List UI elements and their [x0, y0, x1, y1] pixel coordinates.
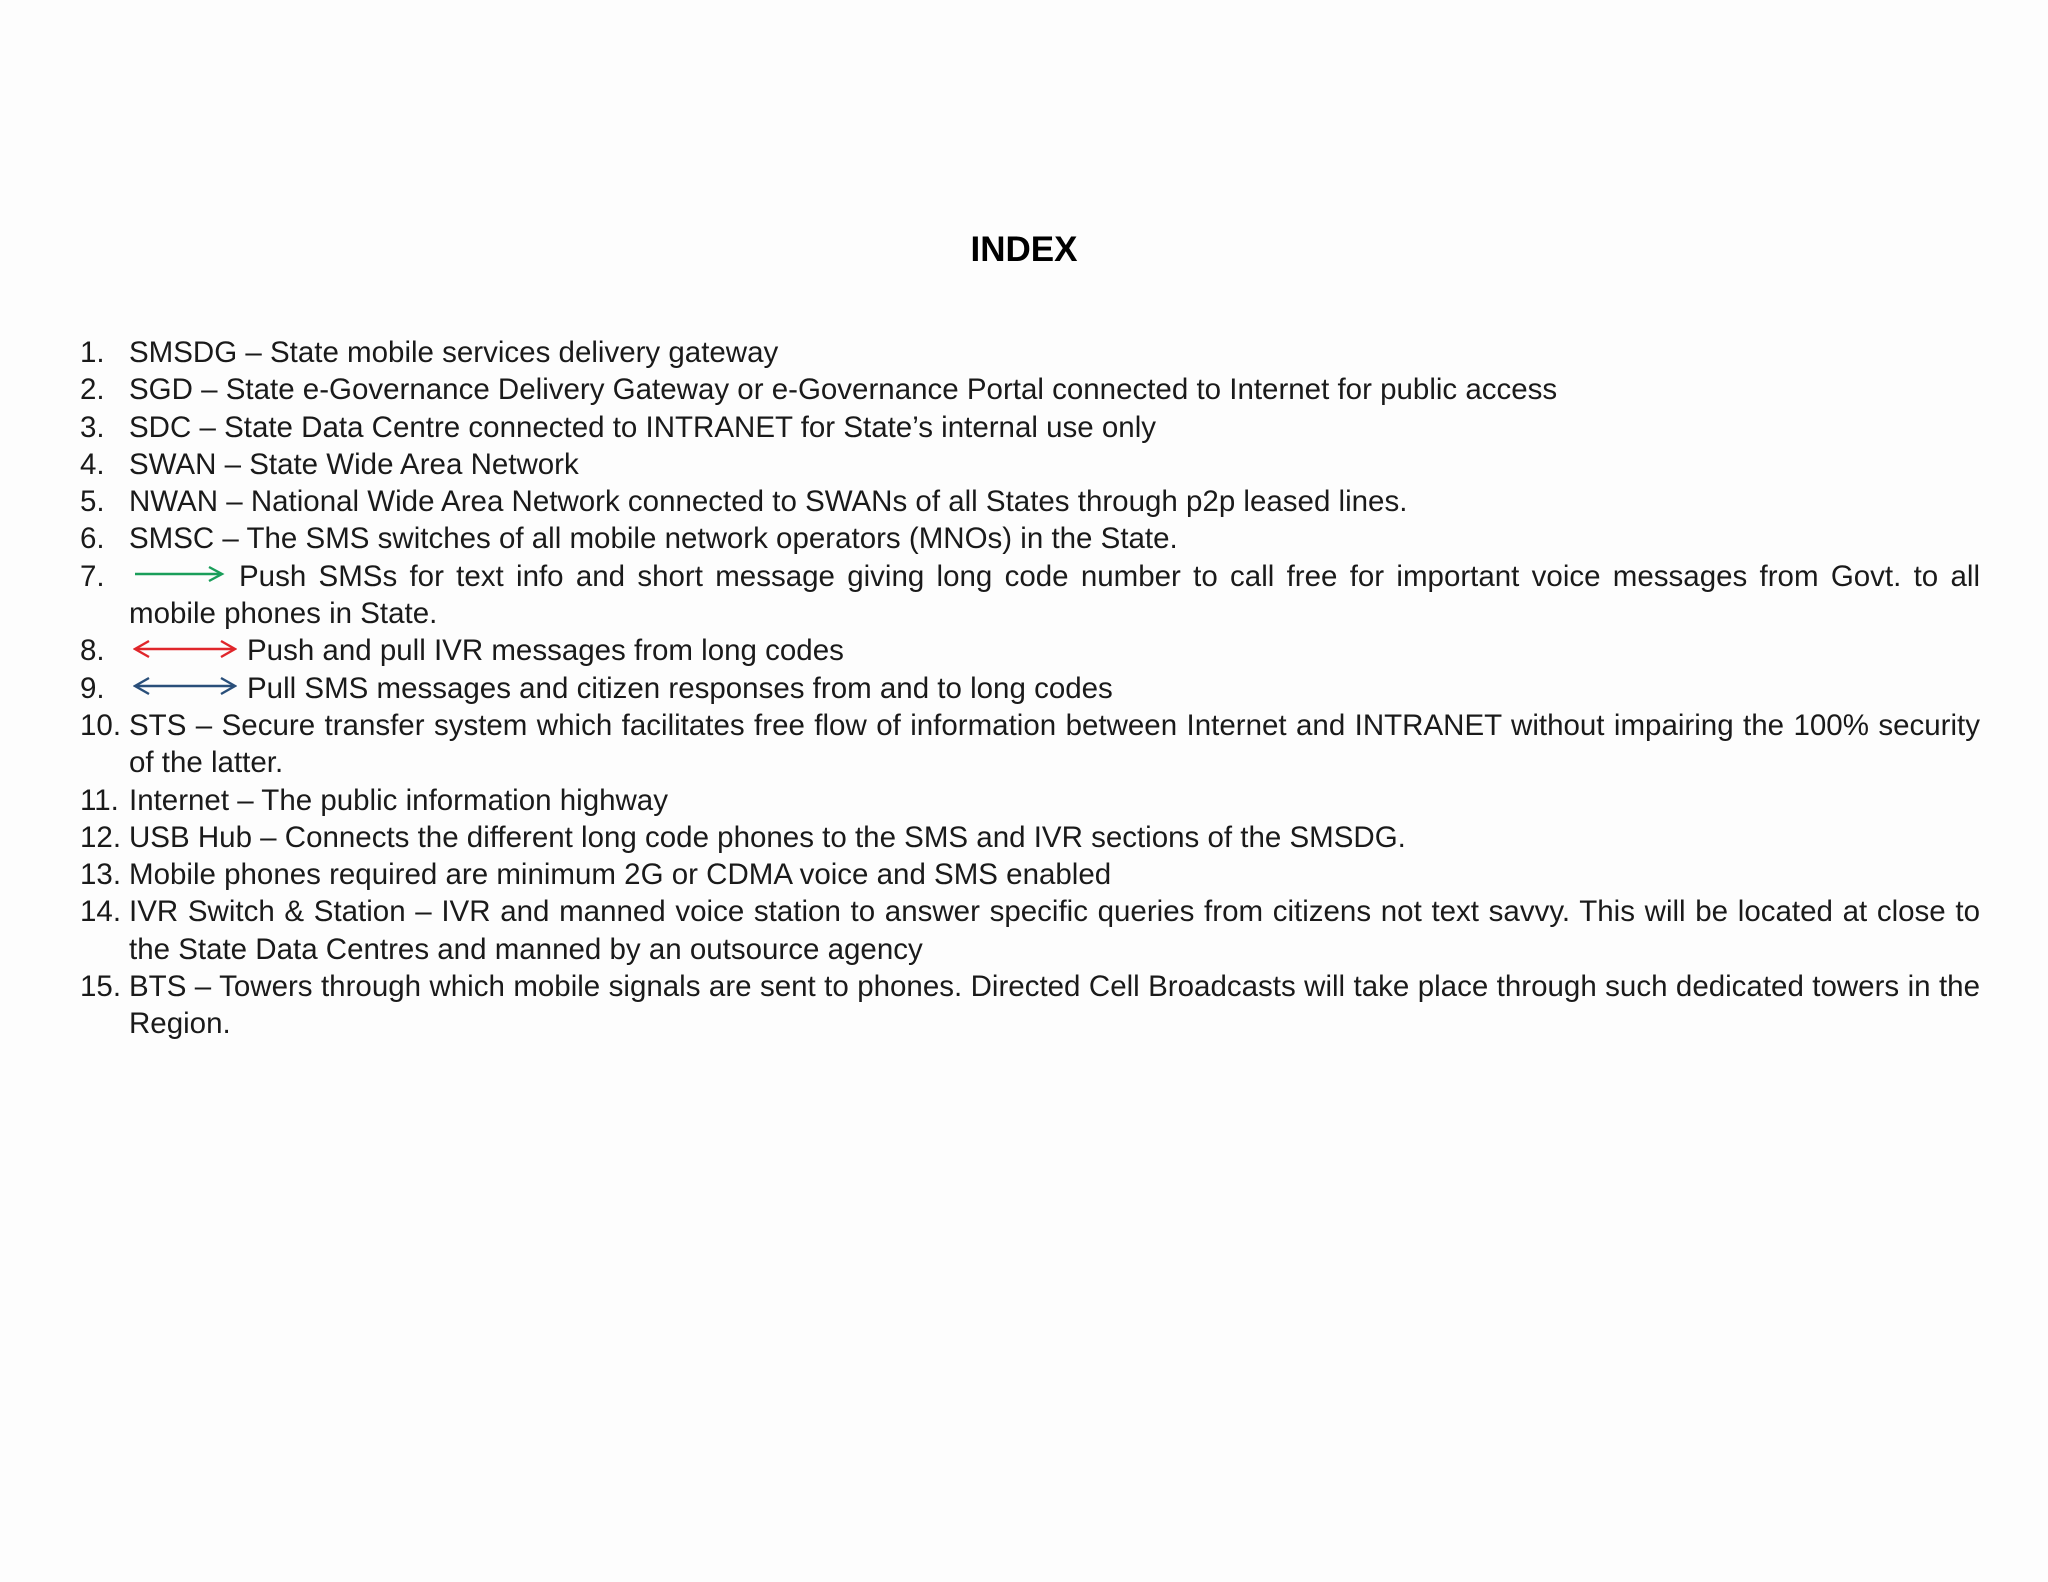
item-text: USB Hub – Connects the different long code phones to the SMS and IVR sections of the SMSDG. — [129, 820, 1406, 854]
item-number: 4. — [80, 447, 105, 481]
item-text: Push SMSs for text info and short message giving long code number to call free for important voice messages from Govt. to all mobile phones in State. — [129, 559, 1980, 631]
list-item — [80, 446, 1980, 483]
list-item — [80, 409, 1980, 446]
item-number: 14. — [80, 895, 122, 929]
item-text: IVR Switch & Station – IVR and manned voice station to answer specific queries from citizens not text savvy. This will be located at close to the State Data Centres and manned by an outsource agency — [129, 895, 1980, 966]
item-number: 3. — [80, 410, 105, 444]
item-number: 2. — [80, 373, 105, 407]
list-item — [80, 483, 1980, 520]
item-number: 1. — [80, 336, 105, 369]
index-list — [80, 334, 1980, 1043]
item-text: Internet – The public information highway — [129, 783, 668, 817]
item-text: BTS – Towers through which mobile signals are sent to phones. Directed Cell Broadcasts will take place through such dedicated towers in the Region. — [129, 970, 1980, 1041]
list-item — [80, 371, 1980, 408]
list-item — [80, 819, 1980, 856]
list-item — [80, 334, 1980, 371]
item-number: 5. — [80, 485, 105, 519]
blue-double-arrow-icon — [133, 676, 237, 696]
list-item — [80, 968, 1980, 1043]
item-text: SMSC – The SMS switches of all mobile network operators (MNOs) in the State. — [129, 522, 1178, 556]
item-number: 9. — [80, 671, 105, 705]
green-arrow-icon — [133, 565, 225, 583]
list-item — [80, 707, 1980, 782]
item-number: 6. — [80, 522, 105, 556]
item-text: Pull SMS messages and citizen responses from and to long codes — [247, 671, 1113, 705]
item-number: 13. — [80, 858, 122, 892]
item-text: Push and pull IVR messages from long codes — [247, 634, 844, 668]
list-item — [80, 856, 1980, 893]
list-item — [80, 558, 1980, 633]
red-double-arrow-icon — [133, 639, 237, 659]
list-item — [80, 632, 1980, 669]
item-number: 7. — [80, 559, 105, 593]
list-item — [80, 670, 1980, 707]
item-text: SGD – State e-Governance Delivery Gateway or e-Governance Portal connected to Internet for public access — [129, 373, 1558, 407]
item-text: SMSDG – State mobile services delivery gateway — [129, 336, 779, 369]
item-text: STS – Secure transfer system which facilitates free flow of information between Internet and INTRANET without impairing the 100% security of the latter. — [129, 708, 1980, 780]
item-text: NWAN – National Wide Area Network connected to SWANs of all States through p2p leased lines. — [129, 485, 1408, 519]
item-text: SDC – State Data Centre connected to INTRANET for State’s internal use only — [129, 410, 1156, 444]
item-number: 10. — [80, 708, 122, 742]
item-number: 15. — [80, 970, 122, 1004]
item-number: 11. — [80, 783, 119, 817]
page-title: INDEX — [970, 230, 1078, 269]
item-text: SWAN – State Wide Area Network — [129, 447, 579, 481]
list-item — [80, 782, 1980, 819]
item-text: Mobile phones required are minimum 2G or CDMA voice and SMS enabled — [129, 858, 1112, 892]
list-item — [80, 520, 1980, 557]
item-number: 12. — [80, 820, 122, 854]
list-item — [80, 893, 1980, 968]
item-number: 8. — [80, 634, 105, 668]
